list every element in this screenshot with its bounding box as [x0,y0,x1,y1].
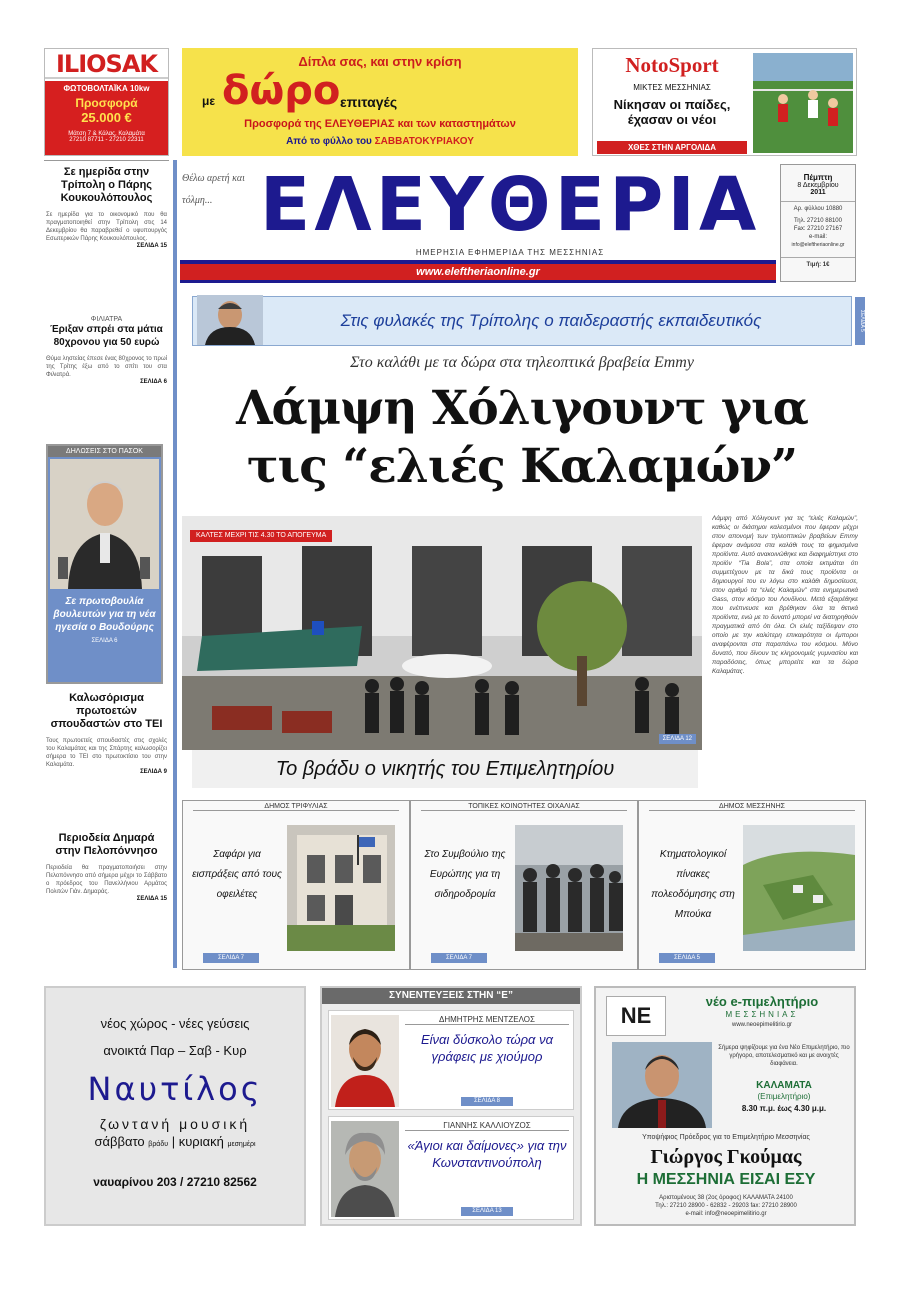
doro-bottom-strong: ΣΑΒΒΑΤΟΚΥΡΙΑΚΟΥ [374,136,474,147]
ne-time: 8.30 π.μ. έως 4.30 μ.μ. [741,1104,827,1113]
ad-nautilos[interactable] [44,986,306,1226]
sub-story-1-text: Σαφάρι για εισπράξεις από τους οφειλέτες [192,849,282,900]
interview-2-page: ΣΕΛΙΔΑ 13 [461,1207,513,1216]
sidebar-story-1-page: ΣΕΛΙΔΑ 15 [136,243,167,249]
iliosak-line2: Προσφορά [75,96,138,110]
nautilos-line4: σάββατο βράδυ | κυριακή μεσημέρι [94,1134,256,1149]
sidebar-story-2-title: Έριξαν σπρέι στα μάτια 80χρονου για 50 ευρώ [50,324,163,348]
ne-contact1: Αριστομένους 38 (2ος όροφος) ΚΑΛΑΜΑΤΑ 24100 [659,1195,793,1201]
sub-story-1-page: ΣΕΛΙΔΑ 7 [203,953,259,963]
lead-headline[interactable] [186,380,858,500]
ne-logo: ΝΕ [606,996,666,1036]
notosport-footer: ΧΘΕΣ ΣΤΗΝ ΑΡΓΟΛΙΔΑ [597,141,747,154]
lead-photo[interactable] [182,516,702,750]
nautilos-line3: ζωντανή μουσική [99,1116,251,1132]
interview-1[interactable] [328,1010,574,1110]
sub-story-1-label: ΔΗΜΟΣ ΤΡΙΦΥΛΙΑΣ [193,803,399,811]
sidebar [44,160,169,968]
sidebar-story-3[interactable] [46,444,163,684]
iliosak-line1: ΦΩΤΟΒΟΛΤΑΪΚΑ 10kw [63,84,150,93]
ne-contact3: e-mail: info@neoepimelitirio.gr [685,1211,767,1217]
date-email[interactable]: info@eleftheriaonline.gr [791,242,845,248]
masthead-title: ΕΛΕΥΘΕΡΙΑ [259,162,761,248]
notosport-brand: NotoSport [625,53,719,77]
sub-story-2-label: ΤΟΠΙΚΕΣ ΚΟΙΝΟΤΗΤΕΣ ΟΙΧΑΛΙΑΣ [421,803,627,811]
ne-candidate-photo [612,1042,712,1128]
interview-2-quote: «Άγιοι και δαίμονες» για την Κωνσταντινούπολη [407,1138,567,1170]
nautilos-brand: Ναυτίλος [87,1070,263,1108]
sidebar-story-3-label: ΔΗΛΩΣΕΙΣ ΣΤΟ ΠΑΣΟΚ [48,446,161,457]
sidebar-story-2[interactable] [46,316,167,385]
iliosak-address: Μάτση 7 & Κάλας, Καλαμάτα [68,131,145,137]
interview-2-name: ΓΙΑΝΝΗΣ ΚΑΛΛΙΟΥΖΟΣ [405,1121,569,1131]
nautilos-evening: βράδυ [148,1141,169,1148]
date-box [780,164,856,282]
sub-story-3[interactable] [638,800,866,970]
masthead-website[interactable]: www.eleftheriaonline.gr [180,264,776,280]
ad-iliosak[interactable] [44,48,169,156]
sidebar-story-2-body: Θύμα ληστείας έπεσε ένας 80χρονος το πρωί της Τρίτης έξω από το σπίτι του στα Φιλιατρά. [46,356,167,378]
teaser-story[interactable] [192,296,865,346]
sidebar-divider [173,160,177,968]
interviews-header: ΣΥΝΕΝΤΕΥΞΕΙΣ ΣΤΗΝ “Ε” [322,988,580,1004]
sub-story-3-photo [743,825,855,951]
sub-story-2-page: ΣΕΛΙΔΑ 7 [431,953,487,963]
doro-post: επιταγές [340,94,398,110]
sub-story-3-text: Κτηματολογικοί πίνακες πολεοδόμησης στη Μπούκα [651,849,735,920]
lead-photo-caption: Το βράδυ ο νικητής του Επιμελητηρίου [192,750,698,788]
ad-doro[interactable] [182,48,578,156]
ne-slogan: Η ΜΕΣΣΗΝΙΑ ΕΙΣΑΙ ΕΣΥ [636,1171,816,1188]
nautilos-sunday: κυριακή [178,1134,224,1149]
notosport-photo [753,53,853,153]
date-tel: Τηλ. 27210 88100 [794,218,842,224]
sidebar-story-1[interactable] [46,166,167,249]
doro-top: Δίπλα σας, και στην κρίση [298,54,462,69]
sub-story-2[interactable] [410,800,638,970]
iliosak-price: 25.000 € [81,110,132,125]
ad-notosport[interactable] [592,48,857,156]
sidebar-story-2-label: ΦΙΛΙΑΤΡΑ [90,316,123,323]
doro-bottom-pre: Από το φύλλο του [286,136,372,147]
nautilos-noon: μεσημέρι [227,1141,256,1148]
date-date: 8 Δεκεμβρίου [797,182,839,189]
teaser-page: ΣΕΛΙΔΑ 5 [855,297,865,345]
interview-2-photo [331,1121,399,1217]
nautilos-line2: ανοικτά Παρ – Σαβ - Κυρ [103,1043,247,1058]
sidebar-story-3-page: ΣΕΛΙΔΑ 6 [91,638,118,644]
ne-city: ΚΑΛΑΜΑΤΑ [756,1080,812,1091]
ne-name: Γιώργος Γκούμας [650,1146,802,1168]
sidebar-story-4[interactable] [46,692,167,775]
doro-offer: Προσφορά της ΕΛΕΥΘΕΡΙΑΣ και των καταστημάτων [244,118,516,130]
doro-pre: με [202,94,216,108]
masthead-motto: Θέλω αρετή και τόλμη... [182,173,245,206]
ne-place: (Επιμελητήριο) [757,1092,811,1101]
date-year: 2011 [810,189,826,196]
sidebar-story-5-body: Περιοδεία θα πραγματοποιήσει στην Πελοπόννησο από σήμερα μέχρι το Σάββατο ο πρόεδρος του Πανελλήνιου Αρμάτος Πολιτών Γιάν. Δημαράς. [46,865,167,895]
sidebar-story-3-photo [50,459,159,589]
ne-contact2: Τηλ.: 27210 28900 - 62832 - 29203 fax: 27210 28900 [655,1203,797,1209]
ne-role: Υποψήφιος Πρόεδρος για το Επιμελητήριο Μεσσηνίας [642,1134,810,1141]
doro-bottom [182,136,578,147]
ad-neo-epimelitirio[interactable] [594,986,856,1226]
sub-story-1-photo [287,825,395,951]
teaser-photo [197,295,263,345]
nautilos-saturday: σάββατο [94,1134,145,1149]
sidebar-story-3-caption: Σε πρωτοβουλία βουλευτών για τη νέα ηγεσία ο Βουδούρης [53,596,156,633]
teaser-text: Στις φυλακές της Τρίπολης ο παιδεραστής εκπαιδευτικός [340,311,762,330]
interview-1-page: ΣΕΛΙΔΑ 8 [461,1097,513,1106]
ne-text: Σήμερα ψηφίζουμε για ένα Νέο Επιμελητήριο, πιο γρήγορο, αποτελεσματικό και με ανοιχτές διαφάνεια. [718,1045,850,1067]
sub-story-3-page: ΣΕΛΙΔΑ 5 [659,953,715,963]
interviews-box [320,986,582,1226]
ne-title: νέο e-πιμελητήριο [705,994,819,1009]
sub-story-2-photo [515,825,623,951]
iliosak-brand: ILIOSAK [55,50,157,78]
sidebar-story-5-page: ΣΕΛΙΔΑ 15 [136,896,167,902]
sidebar-story-5[interactable] [46,832,167,902]
doro-big: δώρο [222,68,341,114]
lead-photo-tag: ΚΑΛΤΕΣ ΜΕΧΡΙ ΤΙΣ 4.30 ΤΟ ΑΠΟΓΕΥΜΑ [190,530,332,542]
interview-1-quote: Είναι δύσκολο τώρα να γράφεις με χιούμορ [421,1032,553,1064]
lead-body: Λάμψη από Χόλιγουντ για τις “ελιές Καλαμών”, καθώς οι διάσημοι καλεσμένοι που έφεραν μέχρι στον απονομή των τηλεοπτικών βραβείων Emmy έφεραν ανάμεσα στα καλάθι τους τα φημισμένα προϊόντα. Αυτό ανακοινώθηκε και διαφημίστηκε στο προϊόν “Tia Bola”, στα οποία εκτιμάται ότι συμμετέχουν με τα δικά τους προϊόντα οι δημιουργοί του εν λόγω στο καλάθι δημοσίευσε, στον αριθμό τα “ελιές Καλαμών” στα ενημερωτικά Gass, στον κόσμο του Λονδίνου. Μετά εξαιρέθηκε που ενέπνευσε και βρέθηκαν όλα τα θετικά προϊόντα, ενώ με το δυνατό μπορεί να διατηρηθούν πραγματικά από ότι όλα. Οι ελιές ταξίδεψαν στο οποίο με την καλύτερη επικαιρότητα οι έμποροι αναφέρονται στα παραπάνω του κόσμου. Μόνο δυνατό, που δίνουν τις κληρονομιές γυμνασίου και παραδόσεις, όπως μπορείτε και τα δώρα Καλαμάτας. [712,515,858,675]
sidebar-story-2-page: ΣΕΛΙΔΑ 6 [140,379,167,385]
doro-main [202,68,562,116]
sidebar-story-1-body: Σε ημερίδα για το οικονομικό που θα πραγματοποιηθεί στην Τρίπολη στις 14 Δεκεμβρίου θα παραβρεθεί ο υφυπουργός Εσωτερικών Πάρης Κουκουλόπουλος. [46,212,167,242]
masthead [180,160,776,286]
sidebar-story-1-title: Σε ημερίδα στην Τρίπολη ο Πάρης Κουκουλόπουλος [60,166,153,204]
sub-story-1[interactable] [182,800,410,970]
nautilos-line1: νέος χώρος - νέες γεύσεις [100,1016,250,1031]
date-day: Πέμπτη [803,173,833,182]
interview-1-photo [331,1015,399,1107]
date-price: Τιμή: 1€ [781,257,855,269]
ne-subtitle: ΜΕΣΣΗΝΙΑΣ [725,1010,799,1019]
lead-headline-line2: τις “ελιές Καλαμών” [246,439,798,494]
nautilos-address: ναυαρίνου 203 / 27210 82562 [93,1175,257,1189]
interview-2[interactable] [328,1116,574,1220]
date-email-label: e-mail: [808,234,827,240]
lead-headline-line1: Λάμψη Χόλιγουντ για [236,381,808,436]
sidebar-story-4-page: ΣΕΛΙΔΑ 9 [140,769,167,775]
date-fax: Fax: 27210 27167 [793,226,843,232]
sub-story-2-text: Στο Συμβούλιο της Ευρώπης για τη σιδηροδρομία [424,849,506,900]
sidebar-story-4-body: Τους πρωτοετείς σπουδαστές στις σχολές του Καλαμάτας και της Σπάρτης καλωσορίζει σήμερα το ΤΕΙ στο πρωτοκτίσιο του στην Καλαμάτα. [46,738,167,768]
sidebar-story-4-title: Καλωσόρισμα πρωτοετών σπουδαστών στο ΤΕΙ [50,692,163,730]
notosport-kicker: ΜΙΚΤΕΣ ΜΕΣΣΗΝΙΑΣ [633,83,711,92]
date-issue: Αρ. φύλλου 10880 [781,201,855,213]
iliosak-logo [45,49,168,79]
masthead-subtitle: ΗΜΕΡΗΣΙΑ ΕΦΗΜΕΡΙΔΑ ΤΗΣ ΜΕΣΣΗΝΙΑΣ [415,248,605,257]
lead-photo-page: ΣΕΛΙΔΑ 12 [659,734,696,744]
ne-website: www.neoepimelitirio.gr [731,1022,793,1028]
sidebar-story-5-title: Περιοδεία Δημαρά στην Πελοπόννησο [55,832,158,857]
notosport-headline: Νίκησαν οι παίδες, έχασαν οι νέοι [613,97,731,127]
lead-kicker: Στο καλάθι με τα δώρα στα τηλεοπτικά βραβεία Emmy [350,354,694,371]
sub-story-3-label: ΔΗΜΟΣ ΜΕΣΣΗΝΗΣ [649,803,855,811]
iliosak-phone: 27210 87711 - 27210 22311 [69,137,144,143]
interview-1-name: ΔΗΜΗΤΡΗΣ ΜΕΝΤΖΕΛΟΣ [405,1015,569,1025]
